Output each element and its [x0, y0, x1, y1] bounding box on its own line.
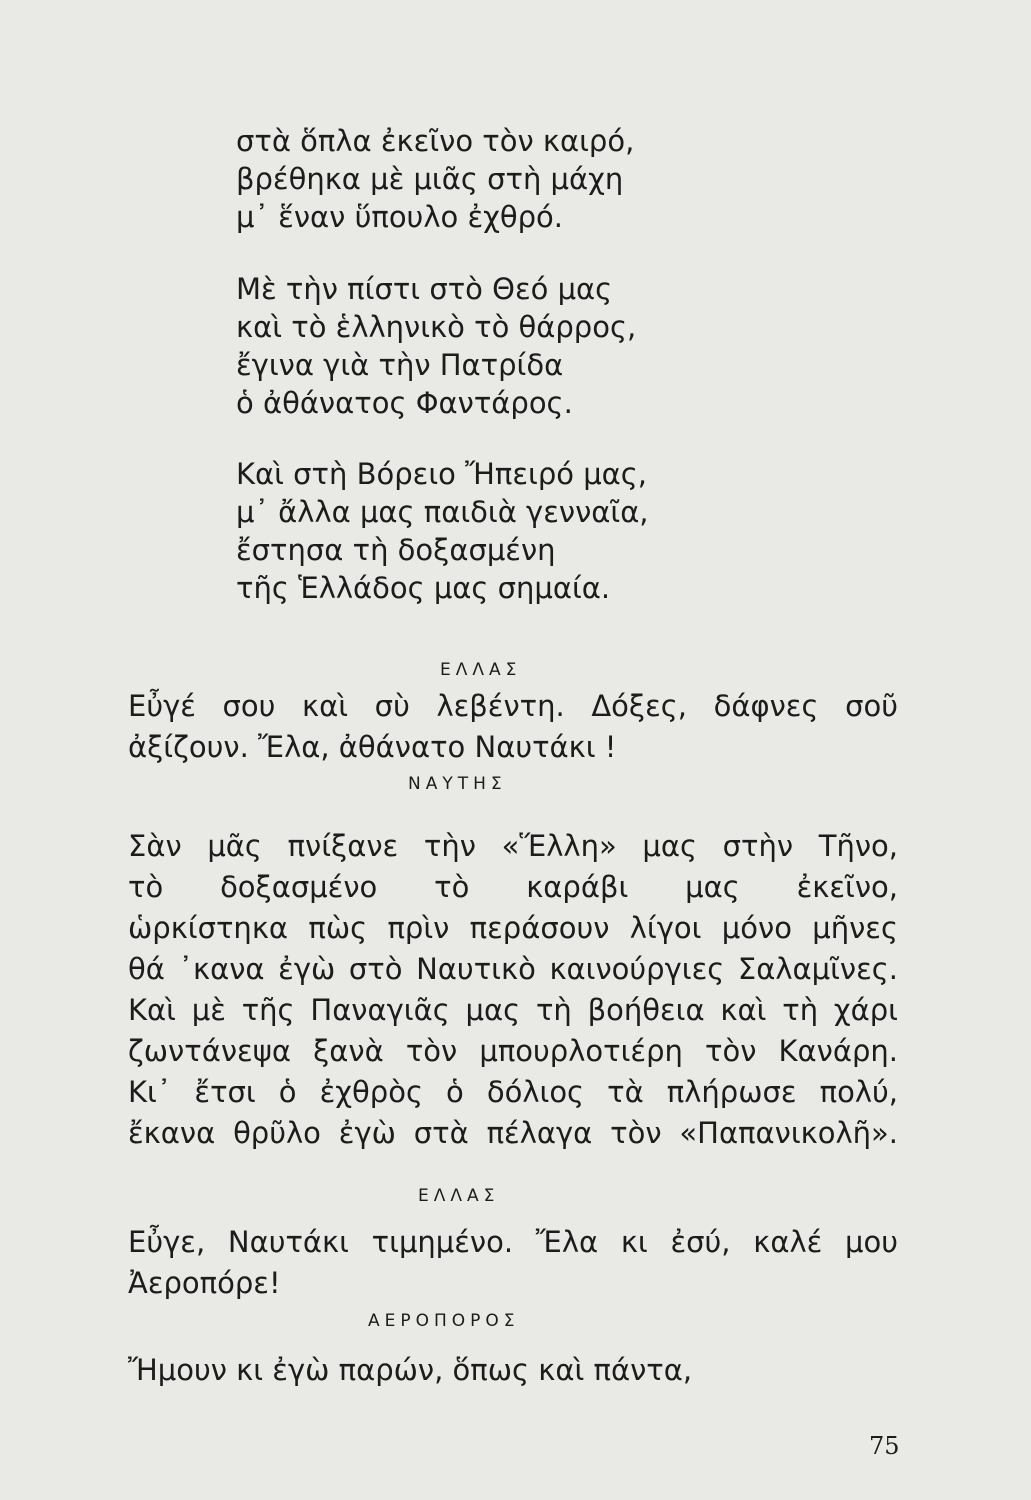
- speech-line: Σὰν μᾶς πνίξανε τὴν «Ἕλλη» μας στὴν Τῆνο,: [128, 829, 898, 863]
- verse-line: βρέθηκα μὲ μιᾶς στὴ μάχη: [236, 162, 624, 196]
- verse-line: ἔστησα τὴ δοξασμένη: [236, 533, 556, 567]
- speech-naftis: [128, 826, 898, 1154]
- speaker-label-ellas: ΕΛΛΑΣ: [440, 660, 522, 680]
- speech-line: Ἀεροπόρε!: [128, 1266, 281, 1300]
- speech-line: ζωντάνεψα ξανὰ τὸν μπουρλοτιέρη τὸν Κανάρη.: [128, 1034, 898, 1068]
- speech-line: Ἤμουν κι ἐγὼ παρών, ὅπως καὶ πάντα,: [128, 1353, 693, 1387]
- verse-line: Καὶ στὴ Βόρειο Ἤπειρό μας,: [236, 457, 647, 491]
- speech-line: Καὶ μὲ τῆς Παναγιᾶς μας τὴ βοήθεια καὶ τὴ χάρι: [128, 993, 898, 1027]
- speech-ellas-2: [128, 1222, 898, 1304]
- verse-line: τῆς Ἑλλάδος μας σημαία.: [236, 571, 611, 605]
- speech-line: Εὖγε, Ναυτάκι τιμημένο. Ἔλα κι ἐσύ, καλέ μου: [128, 1225, 898, 1259]
- speaker-label-naftis: ΝΑΥΤΗΣ: [408, 774, 507, 794]
- verse-line: ὁ ἀθάνατος Φαντάρος.: [236, 386, 573, 420]
- verse-stanza-1: [236, 122, 634, 236]
- verse-stanza-2: [236, 270, 636, 422]
- verse-line: μ᾽ ἄλλα μας παιδιὰ γενναῖα,: [236, 495, 649, 529]
- speech-line: τὸ δοξασμένο τὸ καράβι μας ἐκεῖνο,: [128, 870, 898, 904]
- speech-aeroporos: [128, 1350, 898, 1391]
- speech-ellas-1: [128, 686, 898, 768]
- speech-line: ἀξίζουν. Ἔλα, ἀθάνατο Ναυτάκι !: [128, 730, 617, 764]
- speech-line: θά ᾽κανα ἐγὼ στὸ Ναυτικὸ καινούργιες Σαλαμῖνες.: [128, 952, 898, 986]
- verse-stanza-3: [236, 455, 649, 607]
- verse-line: καὶ τὸ ἑλληνικὸ τὸ θάρρος,: [236, 310, 637, 344]
- verse-line: στὰ ὅπλα ἐκεῖνο τὸν καιρό,: [236, 124, 635, 158]
- verse-line: ἔγινα γιὰ τὴν Πατρίδα: [236, 348, 564, 382]
- speech-line: Εὖγέ σου καὶ σὺ λεβέντη. Δόξες, δάφνες σοῦ: [128, 689, 898, 723]
- verse-line: Μὲ τὴν πίστι στὸ Θεό μας: [236, 272, 613, 306]
- page-number: 75: [869, 1432, 900, 1460]
- speaker-label-ellas: ΕΛΛΑΣ: [418, 1186, 500, 1206]
- speech-line: ἔκανα θρῦλο ἐγὼ στὰ πέλαγα τὸν «Παπανικολῆ».: [128, 1116, 898, 1150]
- speaker-label-aeroporos: ΑΕΡΟΠΟΡΟΣ: [368, 1311, 520, 1331]
- speech-line: Κι᾽ ἔτσι ὁ ἐχθρὸς ὁ δόλιος τὰ πλήρωσε πολύ,: [128, 1075, 898, 1109]
- verse-line: μ᾽ ἕναν ὕπουλο ἐχθρό.: [236, 200, 564, 234]
- speech-line: ὡρκίστηκα πὼς πρὶν περάσουν λίγοι μόνο μῆνες: [128, 911, 898, 945]
